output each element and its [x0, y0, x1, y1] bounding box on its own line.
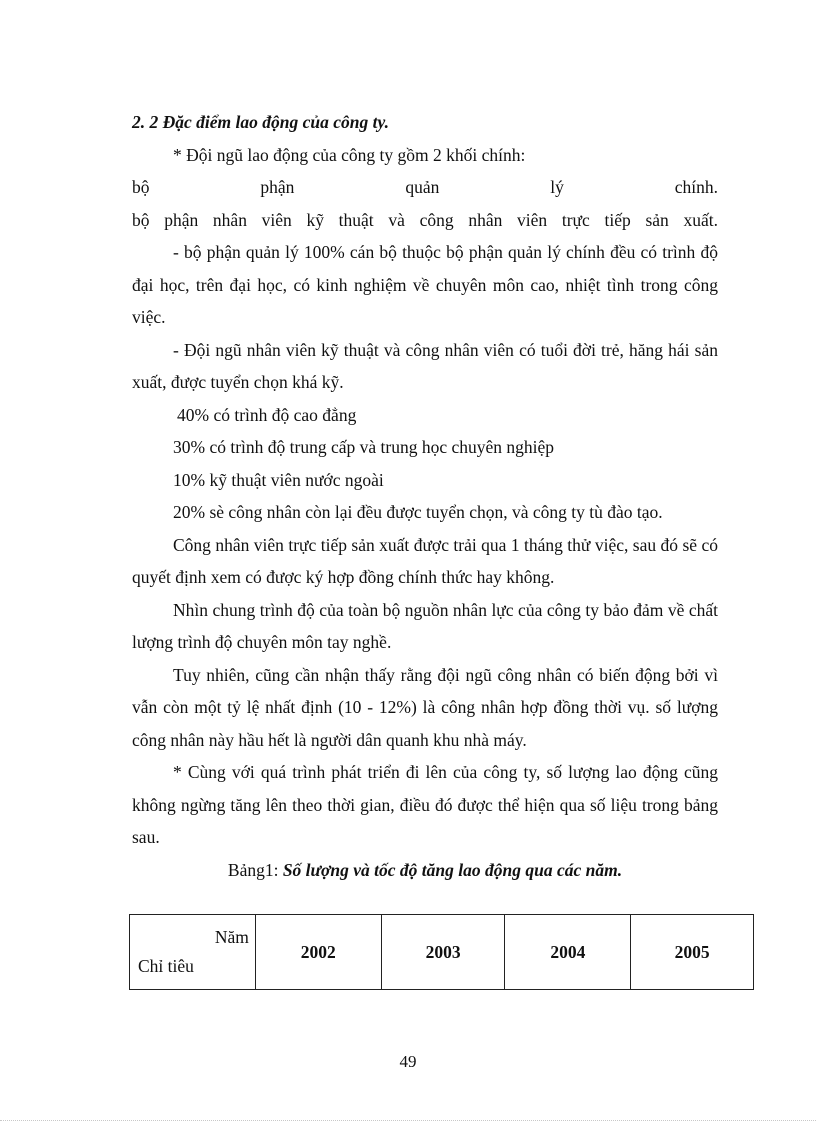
paragraph-management-detail: - bộ phận quản lý 100% cán bộ thuộc bộ phận quản lý chính đều có trình độ đại học, trên đại học, có kinh nghiệm về chuyên môn cao, nhiệt tình trong công việc. [132, 242, 718, 327]
list-item-college: 40% có trình độ cao đẳng [177, 404, 357, 425]
document-body [132, 106, 718, 886]
list-item-foreign: 10% kỹ thuật viên nước ngoài [173, 469, 384, 490]
page-edge-divider [0, 1120, 816, 1121]
paragraph-probation: Công nhân viên trực tiếp sản xuất được trải qua 1 tháng thử việc, sau đó sẽ có quyết định xem có được ký hợp đồng chính thức hay không. [132, 534, 718, 587]
paragraph-fluctuation: Tuy nhiên, cũng cần nhận thấy rằng đội ngũ công nhân có biến động bởi vì vẫn còn một tỷ lệ nhất định (10 - 12%) là công nhân hợp đồng thời vụ. số lượng công nhân này hầu hết là người dân quanh khu nhà máy. [132, 664, 718, 750]
caption-title: Số lượng và tốc độ tăng lao động qua các năm. [282, 859, 623, 880]
list-item-intermediate: 30% có trình độ trung cấp và trung học chuyên nghiệp [173, 437, 555, 457]
corner-indicator-label: Chỉ tiêu [138, 956, 194, 976]
paragraph-workers-detail: - Đội ngũ nhân viên kỹ thuật và công nhân viên có tuổi đời trẻ, hăng hái sản xuất, được tuyển chọn khá kỹ. [132, 339, 718, 392]
year-header-2003: 2003 [381, 915, 505, 990]
year-header-2005: 2005 [631, 915, 754, 990]
paragraph-technical-staff: bộ phận nhân viên kỹ thuật và công nhân viên trực tiếp sản xuất. [132, 209, 718, 230]
table-header-row [130, 915, 754, 990]
table-caption [132, 854, 718, 887]
list-item-remaining: 20% sè công nhân còn lại đều được tuyển chọn, và công ty tù đào tạo. [173, 502, 663, 522]
paragraph-staff-blocks: * Đội ngũ lao động của công ty gồm 2 khối chính: [173, 144, 526, 165]
page-number: 49 [399, 1052, 417, 1071]
labor-table [129, 914, 754, 990]
paragraph-growth: * Cùng với quá trình phát triển đi lên của công ty, số lượng lao động cũng không ngừng tăng lên theo thời gian, điều đó được thể hiện qua số liệu trong bảng sau. [132, 762, 718, 847]
year-header-2004: 2004 [505, 915, 631, 990]
year-header-2002: 2002 [255, 915, 381, 990]
caption-prefix: Bảng1: [227, 859, 283, 880]
paragraph-management: bộ phận quản lý chính. [132, 177, 718, 197]
corner-year-label: Năm [214, 927, 249, 947]
paragraph-quality: Nhìn chung trình độ của toàn bộ nguồn nhân lực của công ty bảo đảm về chất lượng trình độ chuyên môn tay nghề. [132, 599, 718, 652]
table-corner-cell [130, 915, 256, 990]
section-heading: 2. 2 Đặc điểm lao động của công ty. [132, 112, 389, 132]
